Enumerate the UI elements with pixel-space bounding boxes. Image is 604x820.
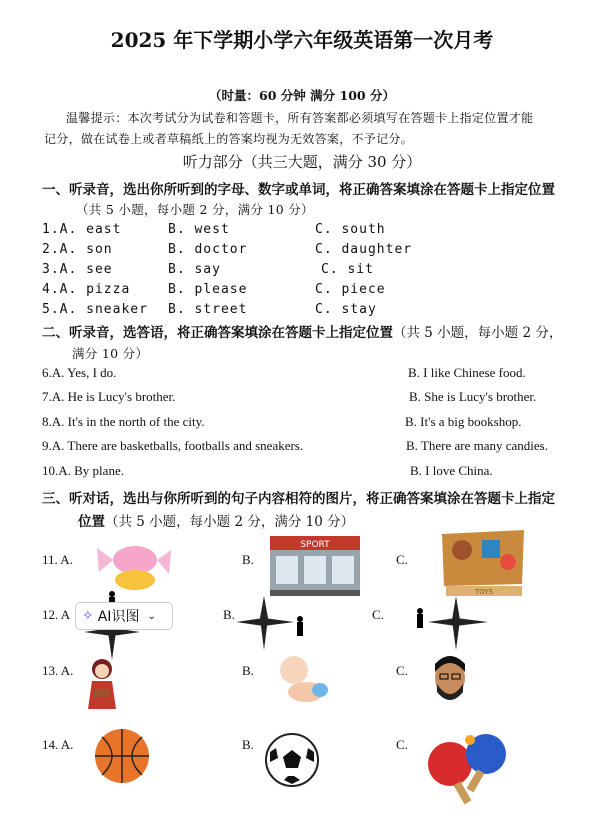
q14-c-label: C.	[396, 737, 408, 752]
part3-note: （共 5 小题，每小题 2 分，满分 10 分）	[105, 514, 355, 530]
q4-option-a: 4.A. pizza	[42, 282, 131, 297]
q1-option-a: 1.A. east	[42, 222, 122, 237]
part2-heading	[42, 321, 562, 341]
tip-line-2: 记分，做在试卷上或者草稿纸上的答案均视为无效答案，不予记分。	[44, 132, 414, 146]
q3-option-c: C. sit	[321, 262, 374, 277]
ai-button-label: AI识图	[97, 609, 140, 625]
q8-option-a: 8.A. It's in the north of the city.	[42, 414, 205, 429]
q7-option-b: B. She is Lucy's brother.	[409, 389, 537, 404]
toy-box-image	[436, 524, 530, 598]
q9-option-b: B. There are many candies.	[406, 438, 548, 453]
q11-b-label: B.	[242, 552, 254, 567]
q11-label: 11. A.	[42, 552, 73, 567]
part3-heading-2	[78, 510, 354, 530]
girl-image	[84, 655, 120, 713]
part1-note: （共 5 小题，每小题 2 分，满分 10 分）	[76, 202, 314, 217]
q8-option-b: B. It's a big bookshop.	[405, 414, 522, 429]
q6-option-a: 6.A. Yes, I do.	[42, 365, 117, 380]
shop-sign: SPORT	[300, 540, 330, 550]
ping-pong-image	[420, 728, 514, 808]
part2-heading-text: 二、听录音，选答语，将正确答案填涂在答题卡上指定位置	[42, 325, 393, 341]
q12-c-label: C.	[372, 607, 384, 622]
baby-image	[270, 652, 334, 708]
q4-option-c: C. piece	[315, 282, 386, 297]
q1-option-b: B. west	[168, 222, 230, 237]
q14-b-label: B.	[242, 737, 254, 752]
chevron-down-icon: ⌄	[147, 610, 156, 622]
q10-option-b: B. I love China.	[410, 463, 493, 478]
man-image	[428, 652, 472, 708]
q2-option-a: 2.A. son	[42, 242, 113, 257]
q12-b-label: B.	[223, 607, 235, 622]
q3-option-a: 3.A. see	[42, 262, 113, 277]
q13-c-label: C.	[396, 663, 408, 678]
part2-note: （共 5 小题，每小题 2 分，	[393, 325, 563, 341]
q5-option-c: C. stay	[315, 302, 377, 317]
ai-image-recognition-button[interactable]	[75, 602, 173, 630]
q13-label: 13. A.	[42, 663, 74, 678]
q11-c-label: C.	[396, 552, 408, 567]
q3-option-b: B. say	[168, 262, 221, 277]
exam-duration: （时量：60 分钟 满分 100 分）	[209, 88, 395, 103]
tip-line-1: 温馨提示：本次考试分为试卷和答题卡，所有答案都必须填写在答题卡上指定位置才能	[66, 111, 534, 125]
toys-label: TOYS	[474, 588, 494, 596]
q6-option-b: B. I like Chinese food.	[408, 365, 526, 380]
q13-b-label: B.	[242, 663, 254, 678]
compass-person-east-image	[236, 596, 312, 650]
basketball-image	[92, 727, 152, 785]
q7-option-a: 7.A. He is Lucy's brother.	[42, 389, 176, 404]
q14-label: 14. A.	[42, 737, 74, 752]
q4-option-b: B. please	[168, 282, 248, 297]
exam-title: 2025 年下学期小学六年级英语第一次月考	[110, 28, 494, 52]
q12-label: 12. A	[42, 607, 71, 622]
football-image	[264, 732, 320, 788]
q1-option-c: C. south	[315, 222, 386, 237]
part1-heading: 一、听录音，选出你所听到的字母、数字或单词，将正确答案填涂在答题卡上指定位置	[42, 182, 555, 198]
q2-option-b: B. doctor	[168, 242, 248, 257]
section-title: 听力部分（共三大题，满分 30 分）	[182, 153, 422, 171]
part2-note-2: 满分 10 分）	[72, 346, 149, 361]
part3-heading-text: 位置	[78, 514, 105, 530]
q5-option-a: 5.A. sneaker	[42, 302, 148, 317]
q9-option-a: 9.A. There are basketballs, footballs and sneakers.	[42, 438, 304, 453]
sport-shop-image	[268, 532, 362, 598]
q5-option-b: B. street	[168, 302, 248, 317]
ai-sparkle-icon: ✧	[82, 608, 94, 624]
part3-heading: 三、听对话，选出与你所听到的句子内容相符的图片，将正确答案填涂在答题卡上指定	[42, 491, 555, 507]
q2-option-c: C. daughter	[315, 242, 413, 257]
q10-option-a: 10.A. By plane.	[42, 463, 124, 478]
compass-person-west-image	[412, 596, 492, 650]
